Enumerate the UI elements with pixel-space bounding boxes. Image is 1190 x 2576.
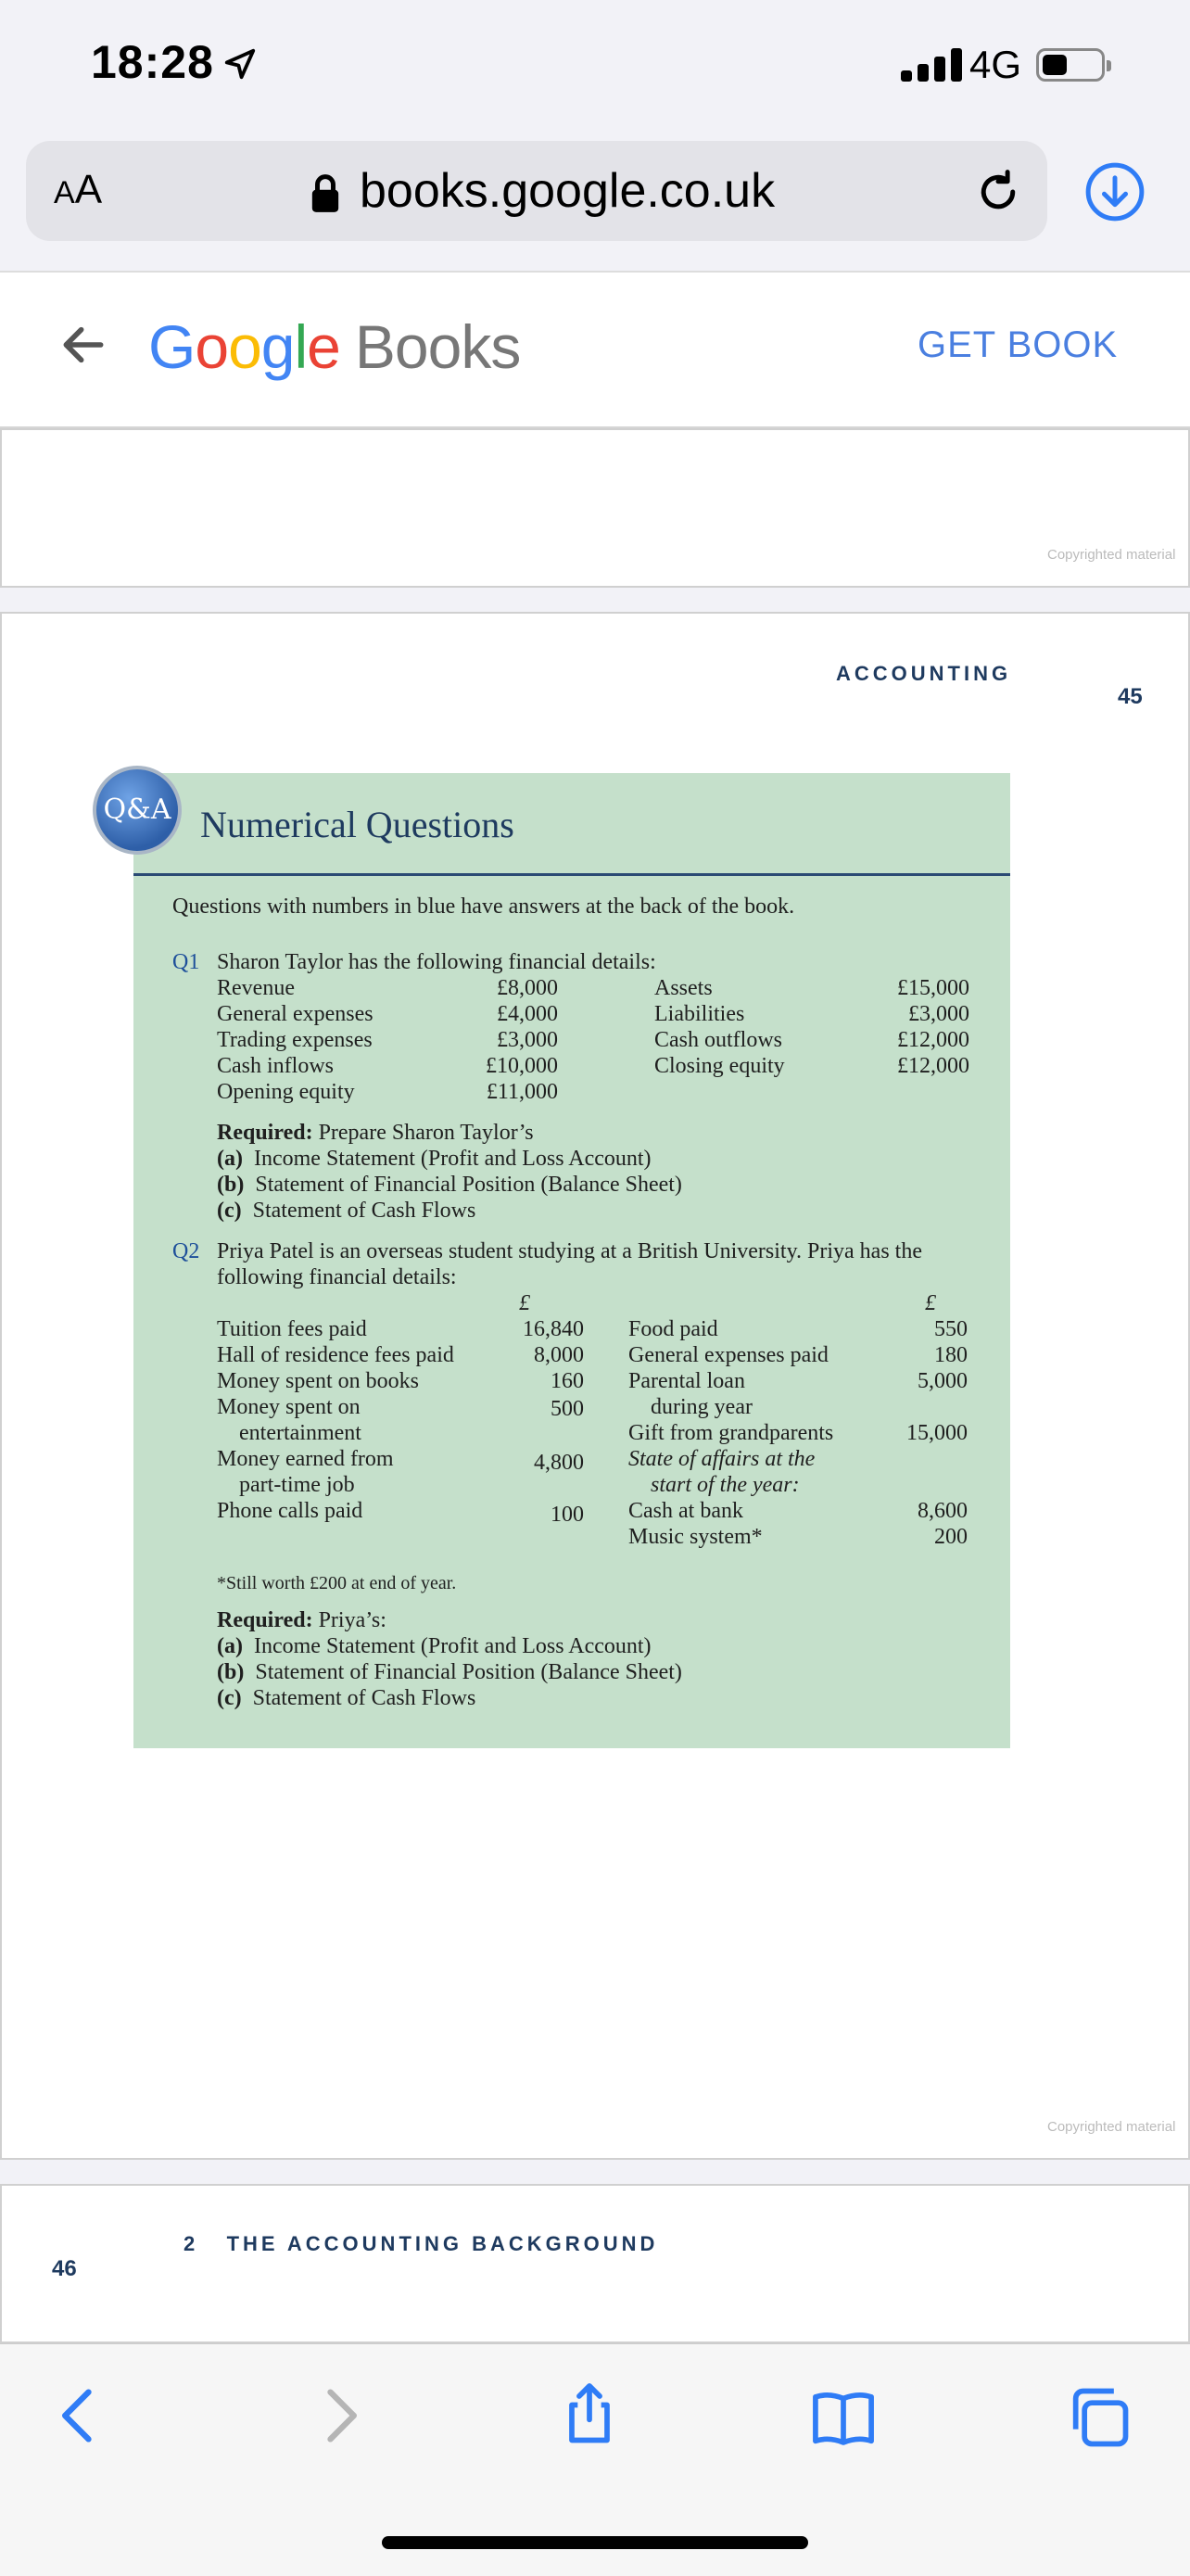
google-books-logo[interactable]: Google Books: [148, 312, 521, 381]
copyright-note: Copyrighted material: [1047, 547, 1176, 563]
list-value: £11,000: [486, 1080, 558, 1104]
list-value: [871, 1472, 968, 1498]
list-value: £12,000: [897, 1028, 969, 1052]
list-item: Money spent on books: [217, 1369, 419, 1393]
q1-text: Sharon Taylor has the following financial details:: [217, 950, 656, 974]
q1-right-labels: [654, 975, 785, 1079]
q2-number: Q2: [172, 1239, 200, 1263]
list-item: (c) Statement of Cash Flows: [217, 1199, 476, 1223]
list-item: Closing equity: [654, 1054, 785, 1078]
q2-left-values: [491, 1316, 584, 1528]
share-icon[interactable]: [554, 2379, 625, 2449]
title-rule: [133, 873, 1010, 876]
list-value: [491, 1476, 584, 1502]
list-item: Opening equity: [217, 1080, 355, 1104]
list-item: start of the year:: [651, 1473, 800, 1497]
location-arrow-icon: [222, 46, 258, 82]
list-item: Cash inflows: [217, 1054, 334, 1078]
cellular-signal-icon: [901, 48, 962, 82]
list-item: (b) Statement of Financial Position (Balance Sheet): [217, 1660, 682, 1684]
page-number: 46: [52, 2256, 77, 2281]
list-value: 100: [551, 1503, 584, 1527]
q2-left-labels: [217, 1316, 454, 1524]
q2-right-values: [871, 1316, 968, 1550]
list-item: Hall of residence fees paid: [217, 1343, 454, 1367]
q2-currency-left: £: [519, 1291, 530, 1315]
list-value: 16,840: [523, 1317, 584, 1341]
chapter-heading: 2 THE ACCOUNTING BACKGROUND: [184, 2232, 659, 2255]
list-value: [871, 1394, 968, 1420]
section-title: Numerical Questions: [200, 804, 514, 845]
list-value: £4,000: [497, 1002, 558, 1026]
q1-number: Q1: [172, 950, 200, 974]
home-indicator[interactable]: [382, 2536, 808, 2549]
list-item: (c) Statement of Cash Flows: [217, 1686, 476, 1710]
list-item: Trading expenses: [217, 1028, 373, 1052]
list-item: State of affairs at the: [628, 1447, 816, 1471]
q1-left-labels: [217, 975, 373, 1105]
list-value: 5,000: [918, 1369, 968, 1393]
copyright-note: Copyrighted material: [1047, 2119, 1176, 2135]
list-item: Phone calls paid: [217, 1499, 363, 1523]
list-value: 15,000: [906, 1421, 968, 1445]
list-value: £10,000: [486, 1054, 558, 1078]
list-item: part-time job: [239, 1473, 355, 1497]
list-value: 8,000: [534, 1343, 584, 1367]
list-value: 500: [551, 1397, 584, 1421]
list-item: Music system*: [628, 1525, 763, 1549]
list-item: General expenses: [217, 1002, 373, 1026]
list-item: Money spent on: [217, 1395, 361, 1419]
book-page-previous: [0, 428, 1190, 588]
forward-icon[interactable]: [304, 2380, 374, 2451]
q1-left-values: [436, 975, 558, 1105]
list-value: 180: [934, 1343, 968, 1367]
list-value: 8,600: [918, 1499, 968, 1523]
list-value: [491, 1422, 584, 1448]
list-item: (b) Statement of Financial Position (Balance Sheet): [217, 1173, 682, 1197]
running-head: ACCOUNTING: [836, 662, 1012, 685]
q2-parts: [217, 1633, 682, 1711]
back-icon[interactable]: [44, 2380, 115, 2451]
get-book-button[interactable]: GET BOOK: [918, 324, 1119, 365]
list-item: Cash outflows: [654, 1028, 782, 1052]
back-arrow-icon[interactable]: [57, 319, 109, 371]
list-value: 160: [551, 1369, 584, 1393]
list-item: Revenue: [217, 976, 295, 1000]
list-item: Gift from grandparents: [628, 1421, 834, 1445]
list-value: 4,800: [534, 1451, 584, 1475]
reload-icon[interactable]: [973, 167, 1023, 217]
list-item: (a) Income Statement (Profit and Loss Account): [217, 1634, 652, 1658]
download-icon[interactable]: [1084, 161, 1146, 222]
page-number: 45: [1118, 684, 1143, 709]
list-item: Food paid: [628, 1317, 718, 1341]
lock-icon: [310, 172, 341, 215]
url-text[interactable]: books.google.co.uk: [360, 164, 776, 218]
list-item: (a) Income Statement (Profit and Loss Account): [217, 1147, 652, 1171]
list-item: Parental loan: [628, 1369, 745, 1393]
list-value: [871, 1446, 968, 1472]
list-item: during year: [651, 1395, 753, 1419]
q1-parts: [217, 1146, 682, 1224]
book-page-next: [0, 2184, 1190, 2343]
q2-currency-right: £: [925, 1291, 936, 1315]
battery-icon: [1036, 48, 1105, 82]
text-size-button[interactable]: AA: [54, 167, 103, 212]
q2-text: Priya Patel is an overseas student studying at a British University. Priya has the following financial details:: [217, 1239, 922, 1289]
list-item: Liabilities: [654, 1002, 745, 1026]
q2-required: Required: Priya’s:: [217, 1608, 386, 1632]
status-time: 18:28: [91, 36, 214, 88]
list-item: Money earned from: [217, 1447, 394, 1471]
list-item: General expenses paid: [628, 1343, 829, 1367]
network-type: 4G: [969, 43, 1022, 86]
q2-right-labels: [628, 1316, 833, 1550]
list-item: entertainment: [239, 1421, 361, 1445]
list-value: £8,000: [497, 976, 558, 1000]
tabs-icon[interactable]: [1064, 2382, 1134, 2453]
bookmarks-icon[interactable]: [808, 2382, 879, 2453]
list-value: £12,000: [897, 1054, 969, 1078]
q1-required: Required: Prepare Sharon Taylor’s: [217, 1121, 534, 1145]
list-value: £15,000: [897, 976, 969, 1000]
list-value: 550: [934, 1317, 968, 1341]
qa-badge-icon: Q&A: [93, 766, 182, 855]
list-item: Cash at bank: [628, 1499, 743, 1523]
list-item: Tuition fees paid: [217, 1317, 367, 1341]
intro-text: Questions with numbers in blue have answers at the back of the book.: [172, 895, 795, 919]
q1-right-values: [834, 975, 969, 1079]
list-value: £3,000: [908, 1002, 969, 1026]
list-value: 200: [934, 1525, 968, 1549]
list-value: £3,000: [497, 1028, 558, 1052]
list-item: Assets: [654, 976, 713, 1000]
q2-footnote: *Still worth £200 at end of year.: [217, 1573, 457, 1593]
